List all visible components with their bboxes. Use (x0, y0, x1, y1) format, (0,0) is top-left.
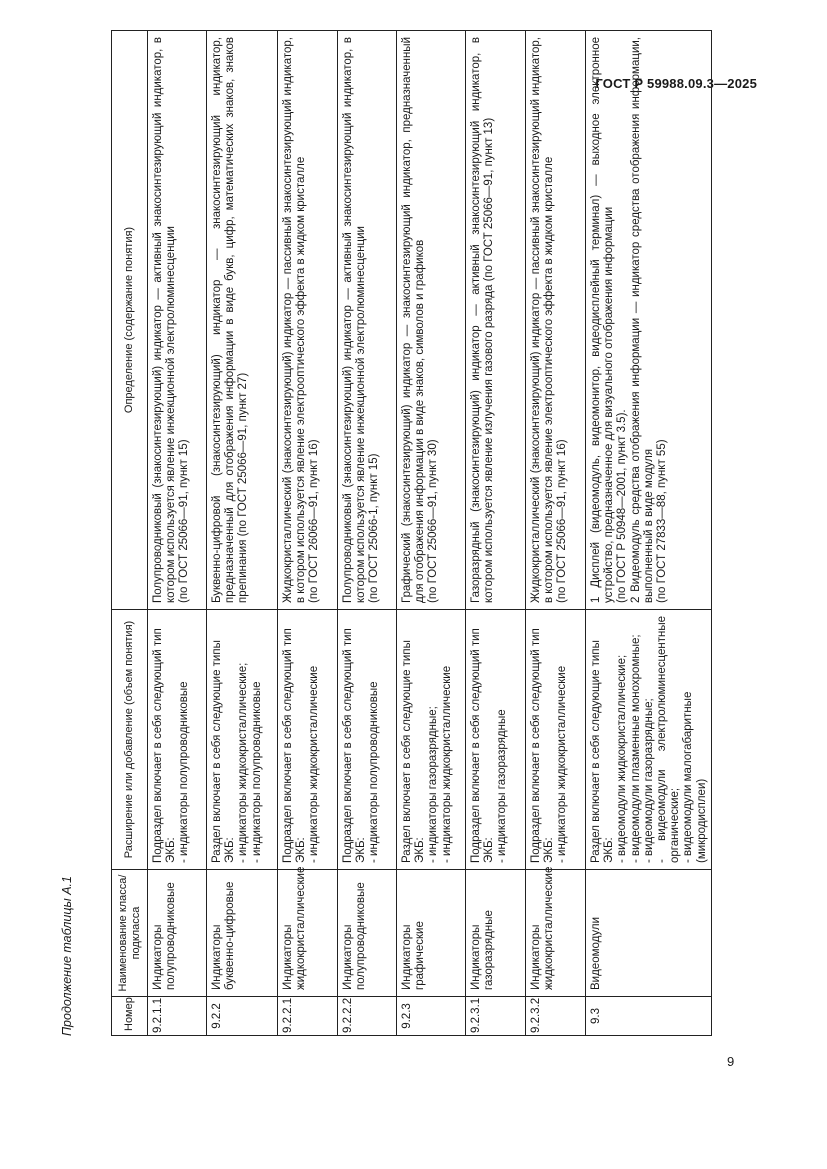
page-number: 9 (727, 1054, 735, 1069)
row-extension (466, 610, 526, 870)
row-number: 9.2.3.1 (466, 997, 526, 1036)
extension-line: - видеомодули плазменные монохромные; (629, 634, 642, 863)
extension-line: - видеомодули малогабаритные (микродисплеи) (682, 691, 708, 863)
row-extension (207, 610, 278, 870)
extension-line: - видеомодули газоразрядные; (642, 698, 655, 863)
table-row (207, 31, 278, 1036)
table-caption: Продолжение таблицы А.1 (60, 876, 74, 1036)
definition-line: (по ГОСТ 25066—91, пункт 15) (178, 439, 191, 603)
row-definition (148, 31, 207, 610)
row-number: 9.2.3.2 (526, 997, 586, 1036)
definition-line: Жидкокристаллический (знакосинтезирующий) индикатор — пассивный знакосинтезирующий индикатор, в котором используется явление электрооптического эффекта в жидком кристалле (530, 37, 556, 603)
row-class-name: Индикаторы жидкокристаллические (526, 870, 586, 997)
extension-line: - индикаторы жидкокристаллические (440, 665, 453, 863)
row-class-name: Индикаторы графические (397, 870, 466, 997)
extension-line: Подраздел включает в себя следующий тип ЭКБ: (530, 628, 556, 863)
row-definition (207, 31, 278, 610)
row-class-name: Индикаторы жидкокристаллические (278, 870, 338, 997)
definition-line: 1 Дисплей (видеомодуль, видеомонитор, видеодисплейный терминал) — выходное электронное устройство, предназначенное для визуального отображения информации (590, 37, 616, 603)
extension-line: Раздел включает в себя следующие типы ЭКБ: (590, 640, 616, 863)
definition-line: 2 Видеомодуль средства отображения информации — индикатор средства отображения информации, выполненный в виде модуля (629, 37, 655, 603)
document-code: ГОСТ Р 59988.09.3—2025 (595, 76, 757, 91)
column-header-definition: Определение (содержание понятия) (112, 31, 148, 610)
definition-line: (по ГОСТ 25066-1, пункт 15) (368, 453, 381, 603)
row-definition (526, 31, 586, 610)
extension-line: - индикаторы жидкокристаллические; (237, 662, 250, 863)
row-class-name: Индикаторы газоразрядные (466, 870, 526, 997)
table-row (586, 31, 712, 1036)
definition-line: Полупроводниковый (знакосинтезирующий) индикатор — активный знакосинтезирующий индикатор, в котором используется явление инжекционной электролюминесценции (152, 37, 178, 603)
extension-line: - индикаторы полупроводниковые (368, 681, 381, 863)
extension-line: - индикаторы полупроводниковые (178, 681, 191, 863)
row-class-name: Индикаторы полупроводниковые (148, 870, 207, 997)
definition-line: Графический (знакосинтезирующий) индикатор — знакосинтезирующий индикатор, предназначенный для отображения информации в виде знаков, символов и графиков (401, 37, 427, 603)
row-number: 9.2.1.1 (148, 997, 207, 1036)
definition-line: Газоразрядный (знакосинтезирующий) индикатор — активный знакосинтезирующий индикатор, в котором используется явление излучения газового разряда (по ГОСТ 25066—91, пункт 13) (470, 37, 496, 603)
row-extension (397, 610, 466, 870)
table-row (338, 31, 397, 1036)
extension-line: Раздел включает в себя следующие типы ЭКБ: (401, 640, 427, 863)
extension-line: - индикаторы жидкокристаллические (308, 665, 321, 863)
row-number: 9.3 (586, 997, 712, 1036)
table-row (148, 31, 207, 1036)
extension-line: - индикаторы газоразрядные; (427, 706, 440, 863)
extension-line: - индикаторы полупроводниковые (250, 681, 263, 863)
row-class-name: Видеомодули (586, 870, 712, 997)
row-extension (148, 610, 207, 870)
definition-line: (по ГОСТ Р 50948—2001, пункт 3.5). (616, 409, 629, 603)
extension-line: - индикаторы газоразрядные (496, 709, 509, 863)
extension-line: - индикаторы жидкокристаллические (556, 665, 569, 863)
extension-line: - видеомодули электролюминесцентные органические; (656, 616, 682, 863)
classification-table (111, 30, 712, 1036)
extension-line: Подраздел включает в себя следующий тип ЭКБ: (342, 628, 368, 863)
row-definition (466, 31, 526, 610)
row-extension (586, 610, 712, 870)
table-header-row (112, 31, 148, 1036)
extension-line: Подраздел включает в себя следующий тип ЭКБ: (470, 628, 496, 863)
column-header-extension: Расширение или добавление (объем понятия) (112, 610, 148, 870)
row-number: 9.2.2.2 (338, 997, 397, 1036)
row-definition (338, 31, 397, 610)
extension-line: Раздел включает в себя следующие типы ЭКБ: (211, 640, 237, 863)
definition-line: Буквенно-цифровой (знакосинтезирующий) индикатор — знакосинтезирующий индикатор, предназначенный для отображения информации в виде букв, цифр, математических знаков, знаков препинания (по ГОСТ 25066—91, пункт 27) (211, 37, 250, 603)
row-number: 9.2.2 (207, 997, 278, 1036)
definition-line: (по ГОСТ 26066—91, пункт 16) (308, 439, 321, 603)
column-header-name: Наименование класса/подкласса (112, 870, 148, 997)
extension-line: - видеомодули жидкокристаллические; (616, 654, 629, 863)
row-extension (526, 610, 586, 870)
table-row (526, 31, 586, 1036)
row-definition (586, 31, 712, 610)
table-row (397, 31, 466, 1036)
definition-line: Полупроводниковый (знакосинтезирующий) индикатор — активный знакосинтезирующий индикатор, в котором используется явление инжекционной электролюминесценции (342, 37, 368, 603)
row-class-name: Индикаторы буквенно-цифровые (207, 870, 278, 997)
extension-line: Подраздел включает в себя следующий тип ЭКБ: (282, 628, 308, 863)
row-extension (338, 610, 397, 870)
row-number: 9.2.2.1 (278, 997, 338, 1036)
rotated-table-block (60, 30, 728, 1036)
row-definition (397, 31, 466, 610)
table-row (466, 31, 526, 1036)
definition-line: (по ГОСТ 27833—88, пункт 55) (656, 439, 669, 603)
row-class-name: Индикаторы полупроводниковые (338, 870, 397, 997)
row-definition (278, 31, 338, 610)
column-header-number: Номер (112, 997, 148, 1036)
row-number: 9.2.3 (397, 997, 466, 1036)
table-row (278, 31, 338, 1036)
definition-line: (по ГОСТ 25066—91, пункт 30) (427, 439, 440, 603)
definition-line: (по ГОСТ 25066—91, пункт 16) (556, 439, 569, 603)
definition-line: Жидкокристаллический (знакосинтезирующий) индикатор — пассивный знакосинтезирующий индикатор, в котором используется явление электрооптического эффекта в жидком кристалле (282, 37, 308, 603)
extension-line: Подраздел включает в себя следующий тип ЭКБ: (152, 628, 178, 863)
row-extension (278, 610, 338, 870)
